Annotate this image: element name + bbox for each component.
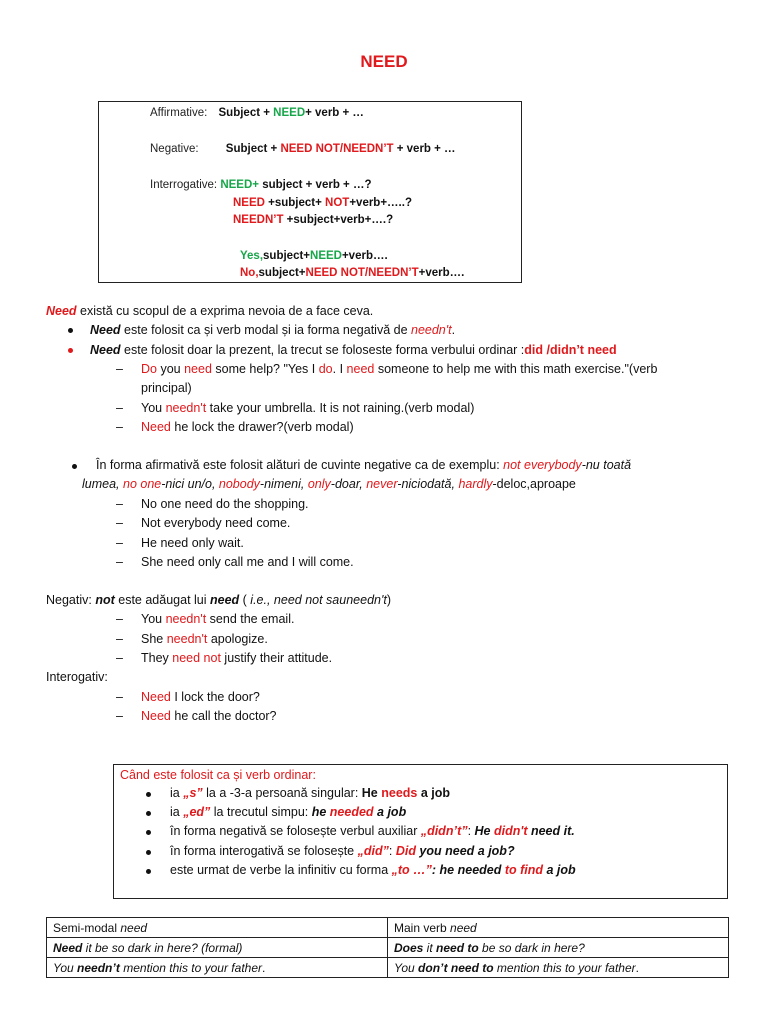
cell-part: Semi-modal [53, 920, 121, 935]
bullet-dot [146, 830, 151, 835]
item-part: a job [373, 805, 407, 819]
item-part: „to …” [391, 863, 432, 877]
item-part: în forma interogativă se folosește [170, 844, 358, 858]
item-part: He [361, 786, 382, 800]
example-line [141, 420, 354, 434]
table-row [47, 918, 729, 938]
ex-part: needn't [166, 632, 208, 646]
cell-part: mention this to your father [493, 960, 636, 975]
item-part: didn't [493, 824, 528, 838]
cell-part: . [635, 960, 639, 975]
b3-part: not everybody [503, 458, 582, 472]
ordinary-item [170, 786, 450, 800]
affirmative-part: + verb + … [305, 107, 364, 119]
bullet-affirmative-negatives-cont [82, 477, 576, 491]
ex-part: Need [141, 420, 171, 434]
affirmative-part: Subject + [218, 107, 274, 119]
item-part: need it. [527, 824, 575, 838]
answer-part: +verb…. [418, 267, 465, 279]
cell-part: Does [394, 940, 424, 955]
interrogative-part: NEED+ [220, 179, 259, 191]
bullet-dot [68, 348, 73, 353]
bullet-dot [72, 464, 77, 469]
ex-part: some help? "Yes I [211, 362, 319, 376]
ex-part: do [318, 362, 333, 376]
cell-part: it be so dark in here? (formal) [82, 940, 243, 955]
b3-part: În forma afirmativă este folosit alături de cuvinte negative ca de exemplu: [96, 458, 504, 472]
cell-part: You [394, 960, 419, 975]
b3-part: -nu toată [581, 458, 632, 472]
ex-part: he call the doctor? [170, 709, 277, 723]
answer-part: No, [240, 267, 259, 279]
dash: – [116, 555, 123, 569]
item-part: este urmat de verbe la infinitiv cu forma [170, 863, 392, 877]
comparison-table [46, 917, 729, 978]
negative-label: Negative: [150, 143, 199, 155]
interrogative-part: +verb+…..? [349, 197, 412, 209]
cell-part: need [120, 920, 148, 935]
ex-part: They [141, 651, 173, 665]
table-cell [47, 958, 388, 978]
dash: – [116, 536, 123, 550]
item-part: în forma negativă se folosește verbul auxiliar [170, 824, 421, 838]
b3-part: nobody [218, 477, 260, 491]
item-part: a job [417, 786, 451, 800]
interrogative-row-2 [233, 197, 412, 209]
example-line [141, 612, 294, 626]
cell-part: Need [53, 940, 83, 955]
interogativ-heading: Interogativ: [46, 670, 108, 684]
ex-part: someone to help me with this math exercise."(verb [374, 362, 658, 376]
table-cell [47, 918, 388, 938]
table-cell [388, 958, 729, 978]
neg-part: i.e., [250, 593, 271, 607]
cell-part: need to [436, 940, 479, 955]
b3-part: no one [123, 477, 162, 491]
neg-part: ( [239, 593, 251, 607]
affirmative-part: NEED [273, 107, 306, 119]
answer-part: +verb…. [341, 250, 388, 262]
affirmative-row [150, 107, 364, 119]
bullet-dot [146, 869, 151, 874]
neg-part: not [95, 593, 115, 607]
bullet-dot [146, 811, 151, 816]
ex-part: he lock the drawer?(verb modal) [170, 420, 354, 434]
interrogative-part: +subject+verb+….? [283, 214, 394, 226]
neg-part: Negativ: [46, 593, 96, 607]
interrogative-part: NEEDN’T [233, 214, 284, 226]
dash: – [116, 651, 123, 665]
item-part: : [388, 844, 396, 858]
ex-part: You [141, 401, 166, 415]
ex-part: need [346, 362, 375, 376]
bullet-modal [90, 323, 455, 337]
affirmative-label: Affirmative: [150, 107, 208, 119]
interrogative-part: NEED [233, 197, 265, 209]
dash: – [116, 612, 123, 626]
answer-part: Yes, [240, 250, 264, 262]
answer-no-row [240, 267, 464, 279]
neg-part: este adăugat lui [114, 593, 210, 607]
table-cell [388, 938, 729, 958]
b3-part: -nimeni, [259, 477, 308, 491]
example-line [141, 651, 332, 665]
ex-part: needn't [165, 401, 207, 415]
item-part: „ed” [183, 805, 211, 819]
item-part: needed [329, 805, 374, 819]
item-part: he [311, 805, 330, 819]
b3-part: -nici un/o, [161, 477, 219, 491]
negative-row [150, 143, 456, 155]
dash: – [116, 497, 123, 511]
ordinary-item [170, 824, 575, 838]
example-line [141, 690, 260, 704]
ordinary-verb-heading [120, 768, 316, 782]
ex-part: You [141, 612, 166, 626]
ex-part: take your umbrella. It is not raining.(verb modal) [206, 401, 475, 415]
ordinary-item [170, 844, 515, 858]
dash: – [116, 709, 123, 723]
item-part: needs [381, 786, 418, 800]
negative-part: NEED NOT/NEEDN’T [280, 143, 394, 155]
ex-part: need [184, 362, 212, 376]
bullet-present [90, 343, 617, 357]
ex-part: Need [141, 709, 171, 723]
example-line [141, 362, 657, 376]
need-forms-box [98, 101, 522, 283]
item-part: He [474, 824, 494, 838]
interrogative-part: +subject+ [264, 197, 326, 209]
cell-part: it [423, 940, 437, 955]
table-row [47, 938, 729, 958]
item-part: ia [170, 786, 184, 800]
page-title: NEED [360, 52, 408, 71]
ex-part: you [156, 362, 185, 376]
item-part: you need a job? [415, 844, 515, 858]
dash: – [116, 401, 123, 415]
example-line [141, 709, 277, 723]
intro-line [46, 304, 373, 318]
interrogative-label: Interrogative: [150, 179, 218, 191]
neg-part: needn't [346, 593, 387, 607]
cell-part: needn’t [77, 960, 120, 975]
item-part: „didn’t” [420, 824, 468, 838]
cell-part: Main verb [394, 920, 451, 935]
item-part: to find [504, 863, 544, 877]
table-cell [47, 938, 388, 958]
neg-part: need [210, 593, 240, 607]
dash: – [116, 632, 123, 646]
ex-part: needn't [165, 612, 207, 626]
answer-part: NEED [310, 250, 342, 262]
interrogative-part: subject + verb + …? [259, 179, 372, 191]
item-part: la trecutul simpu: [210, 805, 312, 819]
dash: – [116, 516, 123, 530]
negativ-line [46, 593, 391, 607]
cell-part: mention this to your father [119, 960, 262, 975]
answer-part: subject+ [258, 267, 306, 279]
cell-part: don’t need to [418, 960, 494, 975]
bullet-text: este folosit doar la prezent, la trecut se foloseste forma verbului ordinar : [120, 343, 525, 357]
item-part: Did [395, 844, 416, 858]
ex-part: need not [172, 651, 221, 665]
interrogative-row-3 [233, 214, 393, 226]
bullet-dot [146, 792, 151, 797]
answer-part: subject+ [263, 250, 311, 262]
table-cell [388, 918, 729, 938]
example-line-cont: principal) [141, 381, 192, 395]
cell-part: need [450, 920, 477, 935]
cell-part: . [262, 960, 266, 975]
b3-part: -deloc,aproape [492, 477, 576, 491]
bullet-dot [146, 850, 151, 855]
bullet-dot [68, 328, 73, 333]
negative-part: Subject + [225, 143, 281, 155]
bullet-text: . [451, 323, 456, 337]
answer-yes-row [240, 250, 388, 262]
dash: – [116, 362, 123, 376]
ordinary-verb-box [113, 764, 728, 899]
table-row [47, 958, 729, 978]
item-part: „did” [357, 844, 389, 858]
b3-part: hardly [458, 477, 493, 491]
ex-part: apologize. [207, 632, 268, 646]
need-word: Need [90, 323, 121, 337]
need-word: Need [90, 343, 121, 357]
dash: – [116, 420, 123, 434]
did-didnt-need: did /didn’t need [524, 343, 617, 357]
dash: – [116, 690, 123, 704]
example-line [141, 632, 268, 646]
example-line: He need only wait. [141, 536, 244, 550]
b3-part: -doar, [330, 477, 367, 491]
neg-part: need not sau [270, 593, 347, 607]
example-line: She need only call me and I will come. [141, 555, 354, 569]
intro-text: există cu scopul de a exprima nevoia de a face ceva. [76, 304, 374, 318]
interrogative-part: NOT [325, 197, 350, 209]
cell-part: be so dark in here? [478, 940, 585, 955]
answer-part: NEED NOT/NEEDN’T [305, 267, 419, 279]
example-line: Not everybody need come. [141, 516, 291, 530]
ex-part: Need [141, 690, 171, 704]
bullet-affirmative-negatives [96, 458, 631, 472]
negative-part: + verb + … [393, 143, 456, 155]
b3-part: lumea, [82, 477, 123, 491]
heading-text: Când este folosit ca și verb ordinar: [120, 768, 316, 782]
ex-part: She [141, 632, 167, 646]
ordinary-item [170, 863, 576, 877]
ordinary-item [170, 805, 406, 819]
item-part: : [467, 824, 475, 838]
item-part: „s” [183, 786, 203, 800]
item-part: a job [543, 863, 576, 877]
ex-part: justify their attitude. [220, 651, 333, 665]
ex-part: . I [332, 362, 347, 376]
ex-part: I lock the door? [170, 690, 260, 704]
example-line [141, 401, 474, 415]
cell-part: You [53, 960, 78, 975]
b3-part: only [307, 477, 331, 491]
b3-part: never [366, 477, 398, 491]
item-part: ia [170, 805, 184, 819]
item-part: : he needed [431, 863, 505, 877]
ex-part: Do [141, 362, 157, 376]
example-line: No one need do the shopping. [141, 497, 309, 511]
neg-part: ) [386, 593, 392, 607]
neednt-word: needn't [411, 323, 452, 337]
item-part: la a -3-a persoană singular: [202, 786, 362, 800]
interrogative-row-1 [150, 179, 371, 191]
b3-part: -niciodată, [397, 477, 459, 491]
ex-part: send the email. [206, 612, 295, 626]
need-word: Need [46, 304, 77, 318]
bullet-text: este folosit ca și verb modal și ia forma negativă de [120, 323, 411, 337]
